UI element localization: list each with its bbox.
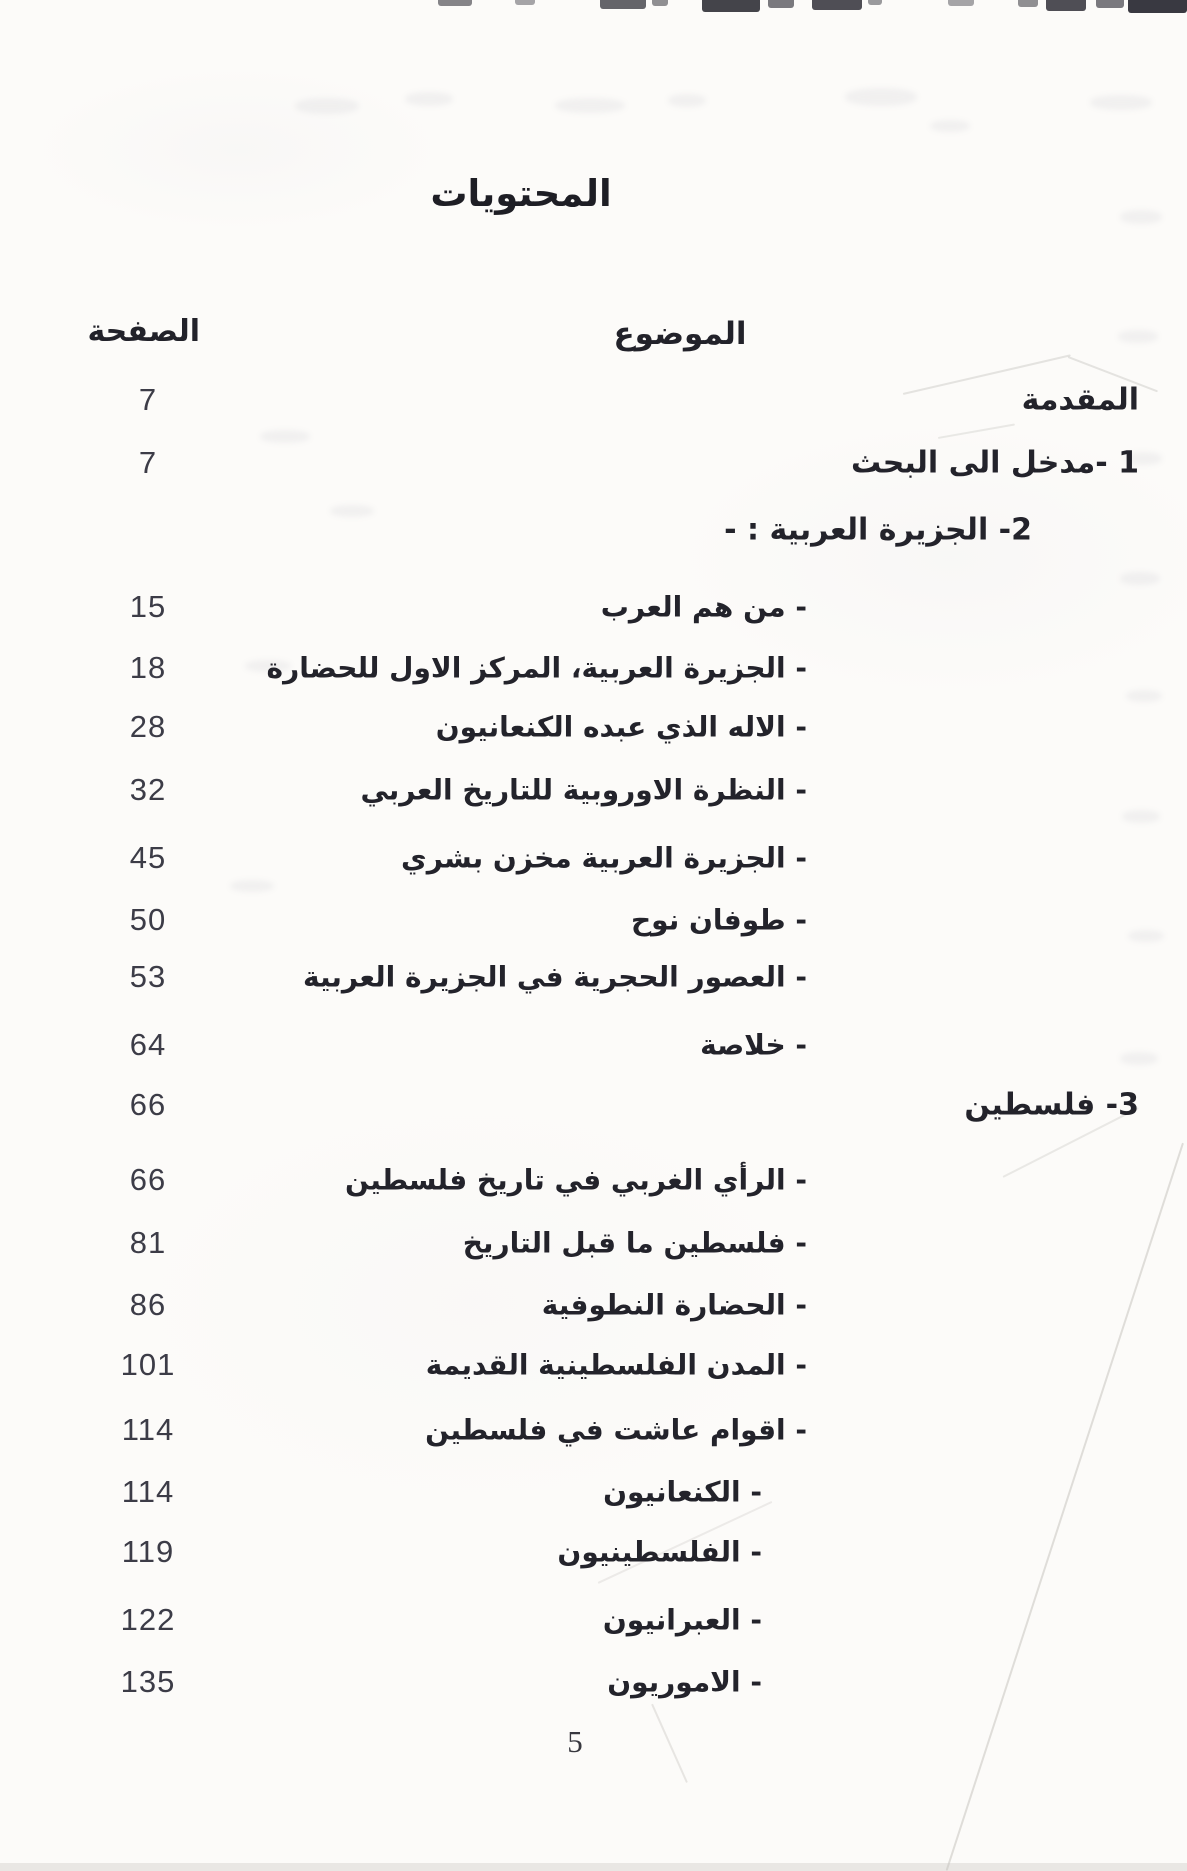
ghost-smudge: [845, 88, 917, 106]
toc-entry-title: - اقوام عاشت في فلسطين: [425, 1413, 807, 1447]
toc-page-number: 66: [129, 1087, 167, 1122]
toc-entry-title: - الفلسطينيون: [557, 1535, 762, 1569]
toc-row: [0, 1020, 1187, 1070]
toc-page-number: 64: [129, 1027, 167, 1062]
toc-row: [0, 1527, 1187, 1577]
scan-mark: [948, 0, 974, 6]
ghost-smudge: [930, 120, 970, 132]
toc-row: [0, 1280, 1187, 1330]
toc-entry-title: - العبرانيون: [602, 1603, 762, 1637]
toc-row: [0, 1595, 1187, 1645]
toc-entry-title: - النظرة الاوروبية للتاريخ العربي: [360, 773, 807, 807]
ghost-smudge: [405, 92, 453, 106]
toc-page-number: 50: [129, 902, 167, 937]
toc-page-number: 7: [138, 382, 158, 417]
toc-page-number: 114: [121, 1474, 175, 1509]
ghost-smudge: [1090, 95, 1152, 110]
scan-mark: [1128, 0, 1187, 13]
toc-row: [0, 952, 1187, 1002]
toc-page-number: 15: [129, 589, 167, 624]
toc-entry-title: 2- الجزيرة العربية : -: [724, 512, 1032, 548]
toc-entry-title: 3- فلسطين: [964, 1087, 1139, 1123]
toc-entry-title: - فلسطين ما قبل التاريخ: [462, 1226, 807, 1260]
toc-entry-title: - خلاصة: [700, 1028, 807, 1062]
toc-row: [0, 1467, 1187, 1517]
page-title: المحتويات: [430, 172, 612, 215]
toc-entry-title: - الجزيرة العربية، المركز الاول للحضارة: [266, 651, 807, 685]
scan-mark: [702, 0, 760, 12]
toc-entry-title: - الحضارة النطوفية: [541, 1288, 807, 1322]
column-header-page: الصفحة: [87, 314, 200, 349]
toc-entry-title: - العصور الحجرية في الجزيرة العربية: [302, 960, 807, 994]
toc-row: [0, 702, 1187, 752]
toc-page-number: 53: [129, 959, 167, 994]
ghost-smudge: [668, 94, 706, 107]
toc-row: [0, 1080, 1187, 1130]
scan-mark: [438, 0, 472, 6]
scan-mark: [1096, 0, 1124, 8]
scan-mark: [515, 0, 535, 5]
toc-row: [0, 375, 1187, 425]
toc-page-number: 81: [129, 1225, 167, 1260]
toc-entry-title: - الجزيرة العربية مخزن بشري: [401, 841, 807, 875]
toc-row: [0, 505, 1187, 555]
toc-page-number: 101: [120, 1347, 176, 1382]
toc-row: [0, 765, 1187, 815]
toc-entry-title: المقدمة: [1021, 382, 1139, 418]
ghost-smudge: [295, 98, 359, 114]
toc-page-number: 18: [129, 650, 167, 685]
ghost-smudge: [555, 98, 625, 113]
toc-page-number: 66: [129, 1162, 167, 1197]
toc-page-number: 7: [138, 445, 158, 480]
toc-entry-title: - المدن الفلسطينية القديمة: [425, 1348, 807, 1382]
toc-page-number: 32: [129, 772, 167, 807]
toc-row: [0, 1340, 1187, 1390]
crease-line: [938, 423, 1015, 439]
scan-mark: [812, 0, 862, 10]
crease-line: [651, 1704, 688, 1783]
scan-mark: [868, 0, 882, 5]
toc-entry-title: 1 -مدخل الى البحث: [850, 445, 1139, 481]
ghost-smudge: [1118, 330, 1158, 343]
toc-row: [0, 895, 1187, 945]
toc-page-number: 119: [121, 1534, 175, 1569]
scan-mark: [768, 0, 794, 8]
toc-row: [0, 1405, 1187, 1455]
toc-row: [0, 438, 1187, 488]
toc-row: [0, 1657, 1187, 1707]
column-header-subject: الموضوع: [613, 316, 747, 352]
toc-entry-title: - من هم العرب: [600, 590, 807, 624]
scan-mark: [1018, 0, 1038, 7]
toc-entry-title: - الاموريون: [607, 1665, 762, 1699]
toc-page-number: 45: [129, 840, 167, 875]
toc-row: [0, 643, 1187, 693]
toc-page-number: 122: [120, 1602, 176, 1637]
toc-page-number: 114: [121, 1412, 175, 1447]
page-footer-number: 5: [567, 1724, 583, 1759]
ghost-smudge: [1120, 210, 1162, 224]
toc-entry-title: - الرأي الغربي في تاريخ فلسطين: [345, 1163, 807, 1197]
toc-row: [0, 1155, 1187, 1205]
toc-entry-title: - الكنعانيون: [603, 1475, 762, 1509]
toc-entry-title: - الاله الذي عبده الكنعانيون: [435, 710, 807, 744]
toc-page-number: 135: [120, 1664, 176, 1699]
scan-mark: [652, 0, 668, 6]
toc-row: [0, 833, 1187, 883]
scan-mark: [600, 0, 646, 9]
toc-page-number: 28: [129, 709, 167, 744]
toc-page-number: 86: [129, 1287, 167, 1322]
toc-row: [0, 1218, 1187, 1268]
scan-mark: [1046, 0, 1086, 11]
toc-row: [0, 582, 1187, 632]
toc-entry-title: - طوفان نوح: [630, 903, 807, 937]
